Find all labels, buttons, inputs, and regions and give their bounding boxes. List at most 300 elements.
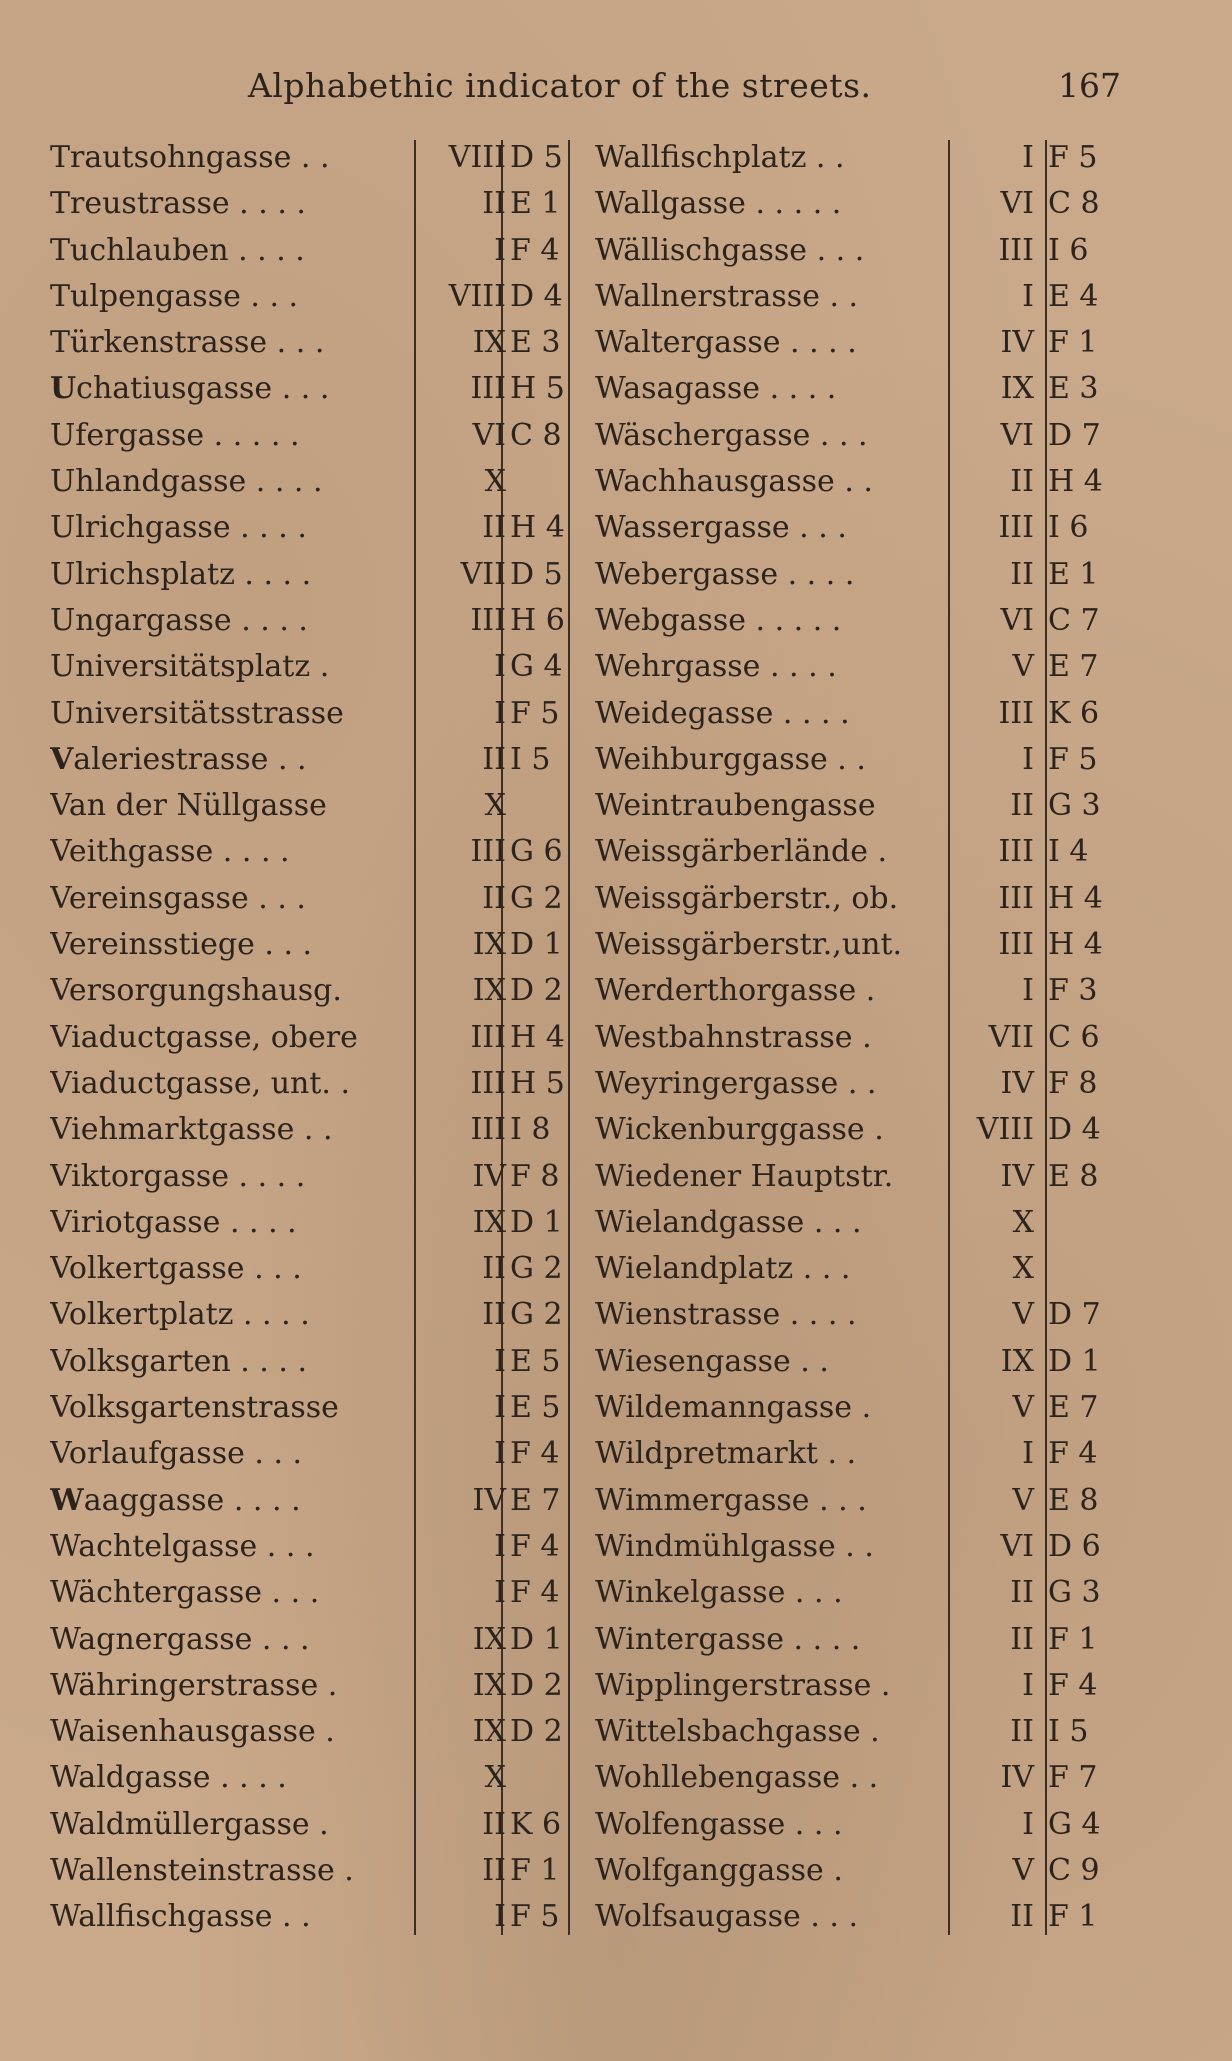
street-name: Wildemanngasse .	[595, 1390, 872, 1426]
map-grid-reference: G 3	[1048, 788, 1101, 824]
district-number: I	[1022, 140, 1034, 175]
street-entry	[50, 1340, 570, 1386]
street-name: Viaductgasse, obere	[50, 1019, 358, 1055]
district-number: V	[1012, 1390, 1034, 1426]
district-number: IV	[472, 1482, 506, 1518]
street-entry	[50, 1664, 570, 1710]
map-grid-reference: G 4	[510, 649, 563, 685]
district-number: III	[998, 927, 1034, 963]
street-entry	[50, 136, 570, 182]
map-grid-reference: I 6	[1048, 510, 1089, 546]
district-number: IX	[472, 1667, 506, 1703]
street-name: Wallfischgasse . .	[50, 1899, 311, 1935]
street-name: Wagnergasse . . .	[50, 1621, 310, 1657]
street-name: Uhlandgasse . . . .	[50, 464, 323, 500]
street-name: Volksgarten . . . .	[50, 1343, 307, 1379]
street-entry	[590, 1525, 1120, 1571]
district-number: VII	[988, 1019, 1034, 1055]
district-number: IV	[472, 1158, 506, 1194]
street-name: Viktorgasse . . . .	[50, 1158, 306, 1194]
street-entry	[590, 784, 1120, 830]
street-name: Wimmergasse . . .	[595, 1482, 867, 1518]
district-number: IX	[472, 927, 506, 963]
map-grid-reference: F 1	[1048, 325, 1098, 361]
map-grid-reference: I 8	[510, 1112, 551, 1148]
map-grid-reference: G 4	[1048, 1806, 1101, 1842]
street-entry	[590, 692, 1120, 738]
street-entry	[590, 1710, 1120, 1756]
map-grid-reference: H 4	[1048, 927, 1103, 963]
street-name: Viriotgasse . . . .	[50, 1204, 297, 1240]
street-entry	[590, 1016, 1120, 1062]
map-grid-reference: E 7	[510, 1482, 561, 1518]
street-entry	[50, 1432, 570, 1478]
street-entry	[50, 229, 570, 275]
street-name: Weintraubengasse	[595, 788, 876, 824]
district-number: II	[482, 1806, 506, 1842]
street-name: Währingerstrasse .	[50, 1667, 338, 1703]
street-entry	[590, 460, 1120, 506]
street-name: Wiedener Hauptstr.	[595, 1158, 894, 1194]
district-number: III	[470, 602, 506, 638]
map-grid-reference: E 8	[1048, 1158, 1099, 1194]
map-grid-reference: F 1	[1048, 1899, 1098, 1935]
street-name: Wachhausgasse . .	[595, 464, 873, 500]
map-grid-reference: I 5	[1048, 1714, 1089, 1750]
district-number: I	[494, 1436, 506, 1472]
district-number: II	[482, 186, 506, 222]
street-entry	[50, 1895, 570, 1941]
district-number: VI	[1000, 1528, 1034, 1564]
map-grid-reference: D 1	[510, 1621, 563, 1657]
street-entry	[50, 1571, 570, 1617]
street-entry	[590, 506, 1120, 552]
map-grid-reference: G 2	[510, 1297, 563, 1333]
street-name: Waltergasse . . . .	[595, 325, 857, 361]
street-entry	[50, 367, 570, 413]
street-name: Ulrichgasse . . . .	[50, 510, 307, 546]
district-number: I	[494, 695, 506, 731]
district-number: VIII	[448, 278, 506, 314]
street-name: Waisenhausgasse .	[50, 1714, 335, 1750]
district-number: II	[1010, 1621, 1034, 1657]
street-name: Trautsohngasse . .	[50, 140, 330, 175]
map-grid-reference: E 5	[510, 1343, 561, 1379]
district-number: II	[1010, 1575, 1034, 1611]
district-number: III	[998, 834, 1034, 870]
street-name: Winkelgasse . . .	[595, 1575, 843, 1611]
map-grid-reference: D 6	[1048, 1528, 1101, 1564]
page-number: 167	[1058, 66, 1121, 105]
district-number: III	[998, 695, 1034, 731]
map-grid-reference: D 4	[510, 278, 563, 314]
street-name: Uchatiusgasse . . .	[50, 371, 330, 407]
street-name: Veithgasse . . . .	[50, 834, 290, 870]
map-grid-reference: C 9	[1048, 1852, 1100, 1888]
street-entry	[50, 1293, 570, 1339]
district-number: IX	[472, 325, 506, 361]
map-grid-reference: F 4	[510, 1436, 560, 1472]
district-number: I	[1022, 741, 1034, 777]
street-entry	[590, 830, 1120, 876]
street-name: Tuchlauben . . . .	[50, 232, 305, 268]
map-grid-reference: D 5	[510, 556, 563, 592]
district-number: IV	[1000, 1760, 1034, 1796]
map-grid-reference: C 8	[1048, 186, 1100, 222]
street-name: Universitätsstrasse	[50, 695, 344, 731]
street-entry	[50, 692, 570, 738]
district-number: X	[484, 788, 506, 824]
district-number: V	[1012, 1482, 1034, 1518]
map-grid-reference: E 3	[510, 325, 561, 361]
street-entry	[590, 553, 1120, 599]
street-entry	[50, 969, 570, 1015]
district-number: X	[1012, 1204, 1034, 1240]
district-number: X	[484, 1760, 506, 1796]
district-number: IX	[472, 1714, 506, 1750]
street-name: Windmühlgasse . .	[595, 1528, 874, 1564]
map-grid-reference: H 4	[1048, 464, 1103, 500]
street-entry	[590, 1155, 1120, 1201]
street-entry	[50, 830, 570, 876]
street-name: Westbahnstrasse .	[595, 1019, 872, 1055]
district-number: I	[1022, 1806, 1034, 1842]
street-entry	[590, 969, 1120, 1015]
map-grid-reference: H 5	[510, 1065, 565, 1101]
map-grid-reference: F 1	[1048, 1621, 1098, 1657]
street-name: Wällischgasse . . .	[595, 232, 865, 268]
district-number: V	[1012, 649, 1034, 685]
street-name: Wäschergasse . . .	[595, 417, 868, 453]
map-grid-reference: H 4	[510, 1019, 565, 1055]
street-name: Weihburggasse . .	[595, 741, 866, 777]
street-entry	[50, 182, 570, 228]
street-entry	[590, 738, 1120, 784]
map-grid-reference: G 2	[510, 1251, 563, 1287]
street-name: Van der Nüllgasse	[50, 788, 327, 824]
map-grid-reference: G 6	[510, 834, 563, 870]
map-grid-reference: F 4	[510, 1528, 560, 1564]
street-entry	[590, 414, 1120, 460]
street-entry	[50, 923, 570, 969]
district-number: VI	[1000, 602, 1034, 638]
street-name: Wolfganggasse .	[595, 1852, 843, 1888]
district-number: V	[1012, 1297, 1034, 1333]
map-grid-reference: E 7	[1048, 1390, 1099, 1426]
street-name: Wassergasse . . .	[595, 510, 847, 546]
street-name: Wienstrasse . . . .	[595, 1297, 857, 1333]
street-name: Versorgungshausg.	[50, 973, 342, 1009]
street-name: Wallnerstrasse . .	[595, 278, 859, 314]
street-name: Ungargasse . . . .	[50, 602, 308, 638]
map-grid-reference: F 4	[1048, 1667, 1098, 1703]
map-grid-reference: H 4	[1048, 880, 1103, 916]
map-grid-reference: I 5	[510, 741, 551, 777]
district-number: II	[482, 1852, 506, 1888]
street-name: Volkertgasse . . .	[50, 1251, 302, 1287]
district-number: V	[1012, 1852, 1034, 1888]
district-number: I	[494, 1528, 506, 1564]
district-number: X	[484, 464, 506, 500]
street-name: Wintergasse . . . .	[595, 1621, 861, 1657]
street-entry	[590, 1618, 1120, 1664]
street-entry	[50, 1016, 570, 1062]
street-entry	[590, 1340, 1120, 1386]
map-grid-reference: K 6	[1048, 695, 1100, 731]
map-grid-reference: F 8	[1048, 1065, 1098, 1101]
district-number: I	[1022, 278, 1034, 314]
map-grid-reference: F 5	[510, 1899, 560, 1935]
map-grid-reference: F 7	[1048, 1760, 1098, 1796]
map-grid-reference: H 4	[510, 510, 565, 546]
street-name: Waldgasse . . . .	[50, 1760, 287, 1796]
street-name: Weyringergasse . .	[595, 1065, 877, 1101]
street-name: Waaggasse . . . .	[50, 1482, 301, 1518]
street-name: Wolfsaugasse . . .	[595, 1899, 859, 1935]
street-entry	[590, 1571, 1120, 1617]
district-number: III	[470, 834, 506, 870]
street-entry	[590, 1664, 1120, 1710]
right-street-column	[590, 136, 1120, 1942]
street-name: Ufergasse . . . . .	[50, 417, 300, 453]
street-name: Weissgärberstr.,unt.	[595, 927, 903, 963]
map-grid-reference: E 1	[510, 186, 561, 222]
street-entry	[50, 1108, 570, 1154]
district-number: II	[482, 1297, 506, 1333]
district-number: II	[482, 741, 506, 777]
map-grid-reference: F 4	[510, 232, 560, 268]
street-name: Wielandgasse . . .	[595, 1204, 862, 1240]
street-name: Türkenstrasse . . .	[50, 325, 325, 361]
street-entry	[590, 923, 1120, 969]
street-entry	[50, 275, 570, 321]
street-name: Wachtelgasse . . .	[50, 1528, 315, 1564]
district-number: III	[470, 1019, 506, 1055]
street-entry	[50, 784, 570, 830]
street-name: Valeriestrasse . .	[50, 741, 307, 777]
district-number: III	[470, 1065, 506, 1101]
street-name: Webgasse . . . . .	[595, 602, 842, 638]
street-entry	[590, 229, 1120, 275]
district-number: IV	[1000, 1065, 1034, 1101]
street-name: Wolfengasse . . .	[595, 1806, 843, 1842]
street-entry	[50, 553, 570, 599]
district-number: IX	[1000, 371, 1034, 407]
map-grid-reference: C 6	[1048, 1019, 1100, 1055]
district-number: III	[998, 232, 1034, 268]
street-name: Viehmarktgasse . .	[50, 1112, 333, 1148]
map-grid-reference: D 1	[510, 1204, 563, 1240]
district-number: IX	[1000, 1343, 1034, 1379]
left-street-column	[50, 136, 570, 1942]
district-number: I	[494, 1899, 506, 1935]
street-name: Wehrgasse . . . .	[595, 649, 837, 685]
street-name: Tulpengasse . . .	[50, 278, 299, 314]
street-entry	[590, 1247, 1120, 1293]
street-entry	[50, 645, 570, 691]
map-grid-reference: E 7	[1048, 649, 1099, 685]
street-entry	[50, 414, 570, 460]
street-name: Wächtergasse . . .	[50, 1575, 320, 1611]
map-grid-reference: F 4	[510, 1575, 560, 1611]
street-entry	[590, 136, 1120, 182]
map-grid-reference: G 3	[1048, 1575, 1101, 1611]
street-name: Wildpretmarkt . .	[595, 1436, 857, 1472]
district-number: I	[1022, 973, 1034, 1009]
district-number: IV	[1000, 325, 1034, 361]
street-name: Volksgartenstrasse	[50, 1390, 339, 1426]
street-entry	[50, 1479, 570, 1525]
map-grid-reference: I 6	[1048, 232, 1089, 268]
street-name: Wipplingerstrasse .	[595, 1667, 891, 1703]
street-name: Vereinsgasse . . .	[50, 880, 306, 916]
street-entry	[50, 599, 570, 645]
street-name: Weissgärberlände .	[595, 834, 888, 870]
street-entry	[50, 1710, 570, 1756]
map-grid-reference: C 7	[1048, 602, 1100, 638]
street-entry	[590, 1803, 1120, 1849]
district-number: IX	[472, 973, 506, 1009]
street-entry	[590, 877, 1120, 923]
street-entry	[50, 1201, 570, 1247]
street-name: Vereinsstiege . . .	[50, 927, 313, 963]
map-grid-reference: D 2	[510, 1714, 563, 1750]
street-entry	[50, 1756, 570, 1802]
district-number: I	[494, 649, 506, 685]
district-number: I	[1022, 1667, 1034, 1703]
district-number: I	[1022, 1436, 1034, 1472]
district-number: IX	[472, 1621, 506, 1657]
street-name: Wittelsbachgasse .	[595, 1714, 880, 1750]
street-entry	[590, 1895, 1120, 1941]
street-entry	[590, 182, 1120, 228]
map-grid-reference: F 3	[1048, 973, 1098, 1009]
map-grid-reference: D 4	[1048, 1112, 1101, 1148]
street-entry	[590, 321, 1120, 367]
district-number: III	[998, 880, 1034, 916]
street-entry	[50, 1803, 570, 1849]
map-grid-reference: I 4	[1048, 834, 1089, 870]
street-entry	[590, 1201, 1120, 1247]
map-grid-reference: F 8	[510, 1158, 560, 1194]
district-number: VIII	[976, 1112, 1034, 1148]
district-number: II	[1010, 464, 1034, 500]
street-name: Waldmüllergasse .	[50, 1806, 329, 1842]
street-name: Ulrichsplatz . . . .	[50, 556, 312, 592]
district-number: I	[494, 232, 506, 268]
map-grid-reference: D 2	[510, 1667, 563, 1703]
district-number: VI	[472, 417, 506, 453]
street-name: Wickenburggasse .	[595, 1112, 884, 1148]
map-grid-reference: K 6	[510, 1806, 562, 1842]
map-grid-reference: F 5	[510, 695, 560, 731]
street-entry	[50, 1386, 570, 1432]
district-number: I	[494, 1343, 506, 1379]
street-name: Weidegasse . . . .	[595, 695, 850, 731]
street-entry	[50, 1247, 570, 1293]
map-grid-reference: F 1	[510, 1852, 560, 1888]
street-entry	[590, 1293, 1120, 1339]
district-number: I	[494, 1575, 506, 1611]
district-number: I	[494, 1390, 506, 1426]
district-number: IV	[1000, 1158, 1034, 1194]
street-entry	[50, 321, 570, 367]
street-name: Wallfischplatz . .	[595, 140, 845, 175]
street-entry	[590, 1386, 1120, 1432]
map-grid-reference: D 7	[1048, 417, 1101, 453]
district-number: VII	[460, 556, 506, 592]
map-grid-reference: E 1	[1048, 556, 1099, 592]
street-entry	[50, 460, 570, 506]
street-name: Wohllebengasse . .	[595, 1760, 879, 1796]
page-title: Alphabethic indicator of the streets.	[248, 66, 872, 105]
street-entry	[590, 367, 1120, 413]
district-number: II	[1010, 1899, 1034, 1935]
map-grid-reference: D 7	[1048, 1297, 1101, 1333]
street-entry	[590, 1062, 1120, 1108]
district-number: VIII	[448, 140, 506, 175]
street-name: Viaductgasse, unt. .	[50, 1065, 351, 1101]
street-name: Werderthorgasse .	[595, 973, 876, 1009]
street-name: Webergasse . . . .	[595, 556, 855, 592]
street-entry	[590, 1432, 1120, 1478]
street-name: Weissgärberstr., ob.	[595, 880, 899, 916]
map-grid-reference: E 8	[1048, 1482, 1099, 1518]
district-number: VI	[1000, 417, 1034, 453]
map-grid-reference: D 5	[510, 140, 563, 175]
street-name: Wiesengasse . .	[595, 1343, 829, 1379]
district-number: II	[1010, 1714, 1034, 1750]
map-grid-reference: E 5	[510, 1390, 561, 1426]
street-name: Wallgasse . . . . .	[595, 186, 842, 222]
map-grid-reference: D 1	[1048, 1343, 1101, 1379]
map-grid-reference: D 2	[510, 973, 563, 1009]
map-grid-reference: H 6	[510, 602, 565, 638]
street-entry	[50, 1062, 570, 1108]
map-grid-reference: F 5	[1048, 140, 1098, 175]
street-name: Treustrasse . . . .	[50, 186, 306, 222]
map-grid-reference: E 3	[1048, 371, 1099, 407]
district-number: II	[1010, 788, 1034, 824]
street-name: Wasagasse . . . .	[595, 371, 837, 407]
street-name: Volkertplatz . . . .	[50, 1297, 310, 1333]
map-grid-reference: F 5	[1048, 741, 1098, 777]
map-grid-reference: G 2	[510, 880, 563, 916]
district-number: III	[470, 371, 506, 407]
street-name: Universitätsplatz .	[50, 649, 330, 685]
street-entry	[50, 877, 570, 923]
page-header	[0, 66, 1232, 110]
street-entry	[590, 1108, 1120, 1154]
street-name: Vorlaufgasse . . .	[50, 1436, 303, 1472]
street-entry	[590, 599, 1120, 645]
district-number: III	[470, 1112, 506, 1148]
street-entry	[590, 275, 1120, 321]
map-grid-reference: F 4	[1048, 1436, 1098, 1472]
street-entry	[50, 506, 570, 552]
map-grid-reference: D 1	[510, 927, 563, 963]
district-number: II	[1010, 556, 1034, 592]
street-entry	[50, 1525, 570, 1571]
district-number: II	[482, 510, 506, 546]
district-number: II	[482, 880, 506, 916]
district-number: X	[1012, 1251, 1034, 1287]
map-grid-reference: H 5	[510, 371, 565, 407]
street-entry	[50, 1849, 570, 1895]
district-number: III	[998, 510, 1034, 546]
street-entry	[50, 1618, 570, 1664]
map-grid-reference: E 4	[1048, 278, 1099, 314]
